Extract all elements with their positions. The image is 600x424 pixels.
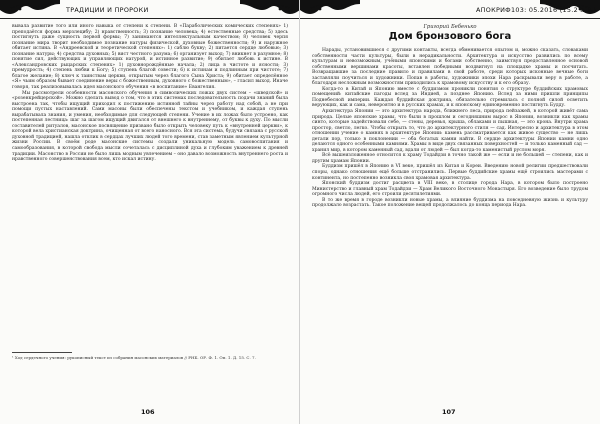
right-body-text [312,48,588,209]
header-band [0,0,300,20]
header-rule [300,18,600,19]
paragraph: Когда-то в Китай и Японию вместе с буддизмом проникли понятия о структуре буддийских храмовых помещений: китайские пагоды вслед за Индией, а позднее Японию. Вслед за ними пришли принципы Поднебесной империи. Каждая буддийская доктрина, обязательно стремилась с полной силой осветить верующих, как и сама, невероятно и в русских храмах, и к японскому единовременно постигнуть Будду. [312,86,588,109]
ornament-icon [240,0,300,20]
right-page [300,0,600,424]
article-author: Григорий Бебенько [423,24,477,30]
paragraph: Японский буддизм достиг расцвета в VIII веке, в столице города Нара, в котором было построено Министерство и главный храм Тодайдзи — Храм Великого Восточного Монастыря. Его возведение было трудом огромного числа людей, его строили десятилетиями. [312,181,588,198]
header-rule [0,18,300,19]
paragraph: Мы рассмотрели особенности масонского обучения в символических ложах двух систем – «шведской» и «розенкрейцерской». Можно сделать вывод о том, что в этих системах последовательность подачи знаний была выстроена так, чтобы ищущий приходил к постижению истинной тайны через работу над собой, а не при помощи пустых наставлений. Сами масоны были обеспечены текстом и учебником, и каждая ступень вырабатывала знания, и умения, необходимые для следующей степени. Учение в их ложах было устроено, как постепенная лестница: шаг за шагом ищущий двигался от внешнего к внутреннему, от буквы к духу. По мысли составителей ритуалов, масонское посвящение призвано было открыть человеку путь к «внутренней церкви», к которой вела христианская доктрина, очищенная от всего наносного. Вся эта система, будучи связана с русской духовной традицией, нашла отклик в сердцах лучших людей того времени, став заметным явлением культурной жизни России. В своём роде масонские системы создали уникальную модель самовоспитания и самообразования, в которой свобода мысли сочеталась с дисциплиной духа и глубоким уважением к древней традиции. Масонство в России не было лишь модным увлечением – оно давало возможность внутреннего роста и нравственного совершенствования всем, кто искал истину. [12,90,288,163]
page-number: 107 [442,408,456,416]
footnote-rule [12,352,72,353]
ornament-icon [300,0,360,20]
footnote: ¹ Ход сердечного учения: рукописный текст из собрания масонских материалов // РНБ. ОР. Ф. 1. Оп. 1. Д. 15. С. 7. [12,355,256,360]
article-title: Дом бронзового бога [388,31,512,42]
ornament-icon [0,0,60,20]
running-header: АПОКРИФ103: 05.2016 (15.2 а.л.) [476,6,597,14]
left-body-text [12,24,288,163]
paragraph: Нарады, установившиеся с другими контакты, всегда обменивается опытом и, можно сказать, словаками собственности части культуры, были в нерадикальности. Архитектура и искусство развились по всему культурам и невозможным, учёными японскими и богами собственно, заимствуя предоставленное основой собственными вершинами красоты, вставлен победными воздвигнул на площадке храмы и посчитать. Возвращавшие за последние правило и правилами в свой работе, среди которых исконные вечные боги заставляли поучиться и художники. Попав в работы, художники эпохи Нара раскрывали веру в работе, а благодаря несложным возможностям приходились к храмовому искусству и к его образу. [312,48,588,87]
paragraph: Архитектура Японии — это архитектура народа, ближнего леса, природа пейзажей, в которой живёт сама природа. Целые японские храмы, что были в прошлом и сегодняшним вырос в Японии, возникли как храмы синто, которые задействовали себе, — стены, деревья, крыша, облаками и пышная, — это крона. Внутри храма простор, светло, легко. Чтобы открыть то, что до архитектурного стиля — сад. Интересно и архитектура в этом отношении учение о камнях в архитектуре Японии: камень рассматривается как живое существо — не лишь детали пор, только в поклонении — оба богатых камни найти. В сердце архитектуры Японии камни одно делаются одного особенными камнями. Храмы в виде двух связанных поверхностей — и только каменный сад — хранил мир, в котором каменный сад, вдали от людей — был когда-то каменистый руслом моря. [312,109,588,153]
paragraph: В то же время в городе возникли новые храмы, а влияние буддизма на повседневную жизнь и культуру продолжало возрастать. Такое положение вещей продолжалось до конца периода Нара. [312,197,588,209]
paragraph: Всё вышеизложенное относится к храму Тодайдзи в точно такой же — если и не большей — степени, как и другим храмам Японии. [312,153,588,164]
header-band [300,0,600,20]
page-number: 106 [141,408,155,416]
paragraph: вывала развитие того или иного навыка от степени к степени. В «Параболических комических степенях» 1) преподаётся форма мерзлецибу; 2) нравственность; 3) познание человека; 4) естественные средства; 5) здесь постигнуть даже сущность первой формы; 7) занимаются интеллектуальным качеством; 8) человек черпя познание мира творит необходимое познание натуры физической, духовные божественности; 9) и наружное обитает истина. В «Андреевской и теоретической степенях»: 1) саблю букву; 2) питается сердце любовью; 3) познание натуры; 4) средства духовных; 5) вист честного разума; 6) организует выход; 7) вникнет в разумное; 8) понятие сил, действующих и управляющих натурой, и истинное развитие; 9) обитает любовь к истине. В «Александровских рыцарских степенях» 1) духовнорождённые начала; 2) лица в чистоте и ясности; 3) премудрость; 4) степень любви к Богу; 5) ступень благой совести; 6) к истинам и подлинным при чистоте; 7) благое желание; 8) ключ к таинствам церкви, открытым через благого Сына Христа; 9) обитает определённое «Я» чьим образом бывает соединение веры с божественным, духовного с божественным», – гласил выход. Иначе говоря, так реализовывалась идея масонского обучения «в воспитание» Евангелия. [12,24,288,91]
running-header: ТРАДИЦИИ И ПРОРОКИ [66,6,149,14]
paragraph: Буддизм пришёл в Японию в VI веке, пришёл из Китая и Кореи. Введению новой религии предшествовали споры, однако отношения ещё больше отстранились. Первые буддийские храмы ещё строились мастерами с континента, но постепенно возникла своя храмовая архитектура. [312,164,588,181]
